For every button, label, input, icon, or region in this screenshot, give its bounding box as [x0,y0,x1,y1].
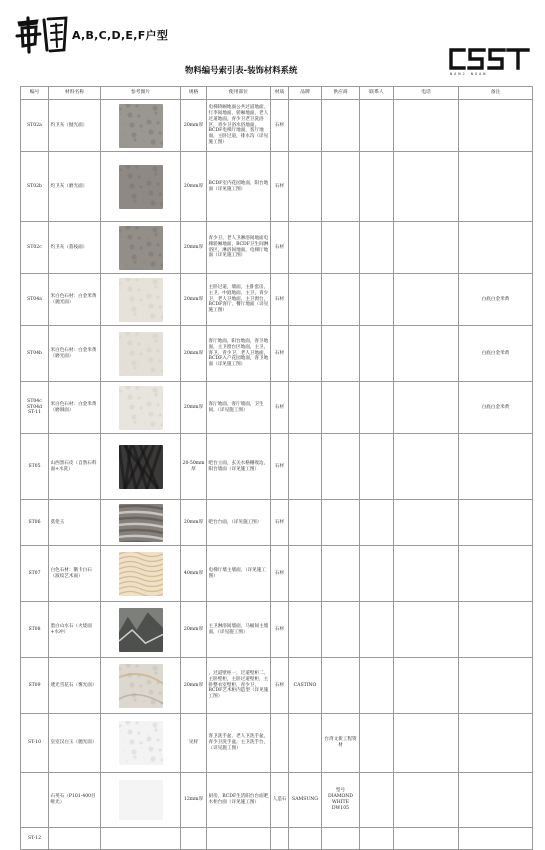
cell-usage: 厨房，BCDF生活阳台台面吧水柜台面（详见施工图） [207,773,271,828]
cell-supplier [322,222,360,274]
cell-code: ST08 [21,602,49,658]
cell-spec: 40mm厚 [181,546,207,602]
cell-phone [394,274,459,326]
cell-remark [459,773,533,828]
cell-phone [394,152,459,222]
cell-name: 莫伦玉 [49,500,101,546]
table-row [21,152,533,222]
cell-phone [394,100,459,152]
cell-supplier [322,152,360,222]
cell-material: 石材 [271,500,289,546]
cell-supplier [322,828,360,850]
cell-name: 墨白山水石（火烧面+水冲） [49,602,101,658]
cell-supplier [322,100,360,152]
cell-phone [394,658,459,714]
cell-brand [289,326,322,382]
material-swatch [119,104,163,148]
cell-contact [360,222,394,274]
cell-remark: 白底白金米黄 [459,326,533,382]
cell-brand [289,152,322,222]
cell-usage: 主卫淋浴间墙面，马桶间主墙面，（详见施工图） [207,602,271,658]
material-swatch [119,332,163,376]
cell-supplier [322,602,360,658]
cell-material [271,714,289,773]
cell-remark [459,222,533,274]
cell-code: ST02c [21,222,49,274]
cell-remark: 白底白金米黄 [459,382,533,434]
material-swatch [119,552,163,596]
cell-spec [181,828,207,850]
header-supplier: 供应商 [322,87,360,100]
table-row [21,714,533,773]
cell-usage: 客厅地面，客厅墙面，卫生间，（详见施工图） [207,382,271,434]
cell-supplier [322,274,360,326]
cell-usage: 主卧过道，墙面，主卧套房，主卫，中庭地面，主卫，青少卫，老人卫地面，主卫窗台，BCDF客厅，餐厅地面（详见施工图） [207,274,271,326]
cell-spec: 20mm厚 [181,222,207,274]
header-image: 参考图片 [101,87,181,100]
cell-contact [360,546,394,602]
cell-contact [360,500,394,546]
cell-brand [289,434,322,500]
cell-code: ST-12 [21,828,49,850]
cell-code: ST07 [21,546,49,602]
cell-code: ST09 [21,658,49,714]
csst-logo-subtitle: NANJ NGAN [450,72,488,76]
cell-image [101,658,181,714]
cell-phone [394,828,459,850]
header-name: 材料名称 [49,87,101,100]
cell-material: 人造石 [271,773,289,828]
cell-name [49,828,101,850]
header-remark: 备注 [459,87,533,100]
cell-name: 透光雪花石（雾光面） [49,658,101,714]
cell-remark [459,500,533,546]
cell-image [101,500,181,546]
cell-usage: ，过道壁柜一，过道壁柜二，主卧壁柜，主卧过道壁柜，主卧整衣室壁柜，青少卫，BCDF艺术柜内造型（详见施工图） [207,658,271,714]
cell-material: 石材 [271,658,289,714]
cell-supplier [322,546,360,602]
cell-supplier [322,658,360,714]
table-row [21,546,533,602]
cell-contact [360,274,394,326]
table-row [21,773,533,828]
cell-code: ST04b [21,326,49,382]
material-swatch [119,386,163,430]
cell-material: 石材 [271,382,289,434]
cell-brand [289,714,322,773]
material-swatch [119,664,163,708]
cell-code: ST04c ST04d ST-11 [21,382,49,434]
cell-image [101,714,181,773]
cell-image [101,434,181,500]
huarun-logo [14,14,68,56]
cell-usage: 客厅地面，阳台地面，客卫地面，主卫窗台区地面，主卫，客卫，青少卫，老人卫地面，BCDF入户花园地面，客卫地面（详见施工图） [207,326,271,382]
cell-contact [360,152,394,222]
cell-spec: 20mm厚 [181,382,207,434]
cell-supplier [322,434,360,500]
cell-name: 皇室汉白玉（抛光面） [49,714,101,773]
cell-contact [360,326,394,382]
material-swatch [119,226,163,270]
cell-image [101,100,181,152]
cell-material: 石材 [271,100,289,152]
cell-name: 白色石材：鹅卡白石（波纹艺术面） [49,546,101,602]
cell-usage: 吧台立面，玄关水格栅收边，阳台墙面（详见施工图） [207,434,271,500]
table-row [21,602,533,658]
cell-phone [394,382,459,434]
table-row [21,382,533,434]
cell-supplier [322,326,360,382]
cell-code: ST05 [21,434,49,500]
cell-spec: 20mm厚 [181,274,207,326]
cell-remark [459,828,533,850]
cell-phone [394,546,459,602]
cell-supplier: 台湾文新工程资材 [322,714,360,773]
cell-remark [459,546,533,602]
table-row [21,274,533,326]
cell-image [101,773,181,828]
cell-usage: BCDF室内花园地面，阳台地面（详见施工图） [207,152,271,222]
header-phone: 电话 [394,87,459,100]
cell-material: 石材 [271,326,289,382]
cell-contact [360,602,394,658]
cell-usage: 青少卫、老人卫淋浴间地面电梯轿厢地面，BCDF卫生间淋浴区，淋浴间地面，电梯厅地面（详见施工图） [207,222,271,274]
cell-image [101,222,181,274]
cell-usage: 吧台台面，（详见施工图） [207,500,271,546]
cell-code: ST06 [21,500,49,546]
table-row [21,222,533,274]
cell-usage: 电梯厅墙主墙面，（详见施工图） [207,546,271,602]
cell-contact [360,773,394,828]
cell-image [101,546,181,602]
cell-brand [289,602,322,658]
cell-name: 石英石（P101-400目哑光） [49,773,101,828]
table-row [21,828,533,850]
table-header-row [21,87,533,100]
cell-material: 石材 [271,222,289,274]
cell-contact [360,100,394,152]
cell-spec: 20mm厚 [181,500,207,546]
cell-contact [360,828,394,850]
cell-image [101,326,181,382]
cell-remark [459,714,533,773]
table-row [21,326,533,382]
header-brand: 品牌 [289,87,322,100]
cell-remark [459,100,533,152]
cell-remark [459,152,533,222]
cell-spec: 20mm厚 [181,100,207,152]
brand-subtitle: A,B,C,D,E,F户型 [72,29,169,42]
header-code: 编号 [21,87,49,100]
header-material: 材质 [271,87,289,100]
cell-contact [360,382,394,434]
cell-image [101,274,181,326]
cell-supplier [322,500,360,546]
cell-brand [289,274,322,326]
cell-contact [360,714,394,773]
cell-brand: SAMSUNG [289,773,322,828]
cell-brand [289,222,322,274]
cell-material: 石材 [271,434,289,500]
cell-spec: 20mm厚 [181,602,207,658]
cell-brand [289,500,322,546]
cell-brand [289,828,322,850]
cell-name: 山西黑石皮（自然石料面+水洗） [49,434,101,500]
cell-brand [289,100,322,152]
cell-phone [394,773,459,828]
cell-phone [394,434,459,500]
cell-code: ST02b [21,152,49,222]
cell-image [101,152,181,222]
cell-remark: 白底白金米黄 [459,274,533,326]
cell-name: 灼卫灰（抛光面） [49,100,101,152]
material-swatch [119,780,163,820]
material-swatch [119,721,163,765]
cell-image [101,382,181,434]
cell-name: 灼卫灰（荔枝面） [49,222,101,274]
cell-spec: 20-50mm厚 [181,434,207,500]
cell-code: ST04a [21,274,49,326]
cell-material: 石材 [271,546,289,602]
cell-spec: 见样 [181,714,207,773]
cell-name: 灼卫灰（磨光面） [49,152,101,222]
material-swatch [119,165,163,209]
cell-material: 石材 [271,152,289,222]
cell-spec: 12mm厚 [181,773,207,828]
cell-supplier [322,382,360,434]
material-swatch [119,504,163,542]
cell-phone [394,714,459,773]
cell-material [271,828,289,850]
material-swatch [119,278,163,322]
header-contact: 联系人 [360,87,394,100]
cell-image [101,602,181,658]
material-index-table [20,86,533,850]
cell-code: ST-10 [21,714,49,773]
csst-logo [448,46,532,72]
cell-usage: 电梯轿厢地面公共过道地面，行李间地面，轿厢地面，老人过道地面，青少卫老卫洗浴区，青少卫浴水浴地面，BCDF电梯厅地面，客厅地面，主卧过道，排水沟（详见施工图） [207,100,271,152]
cell-phone [394,602,459,658]
cell-spec: 20mm厚 [181,152,207,222]
material-swatch [119,608,163,652]
cell-brand [289,546,322,602]
cell-material: 石材 [271,602,289,658]
cell-usage: 客卫洗手盆，老人卫洗手盆，青少卫洗手盆，主卫洗手台，（详见施工图） [207,714,271,773]
cell-supplier: 型号DIAMOND WHITE DW105 [322,773,360,828]
cell-usage [207,828,271,850]
cell-name: 米白色石材：白金米黄（磨光面） [49,326,101,382]
cell-phone [394,222,459,274]
cell-image [101,828,181,850]
table-row [21,434,533,500]
cell-contact [360,434,394,500]
cell-phone [394,326,459,382]
table-row [21,658,533,714]
cell-material: 石材 [271,274,289,326]
cell-spec: 20mm厚 [181,658,207,714]
page-title: 物料编号索引表-装饰材料系统 [185,65,298,75]
cell-remark [459,434,533,500]
material-swatch [119,445,163,489]
table-row [21,100,533,152]
cell-brand: CASTINO [289,658,322,714]
cell-contact [360,658,394,714]
cell-code: ST02a [21,100,49,152]
cell-spec: 20mm厚 [181,326,207,382]
cell-name: 米白色石材：白金米黄（磨洞面） [49,382,101,434]
cell-remark [459,658,533,714]
cell-brand [289,382,322,434]
cell-name: 米白色石材：白金米黄（抛光面） [49,274,101,326]
cell-remark [459,602,533,658]
cell-code [21,773,49,828]
cell-phone [394,500,459,546]
table-row [21,500,533,546]
header-spec: 规格 [181,87,207,100]
header-usage: 使用部位 [207,87,271,100]
